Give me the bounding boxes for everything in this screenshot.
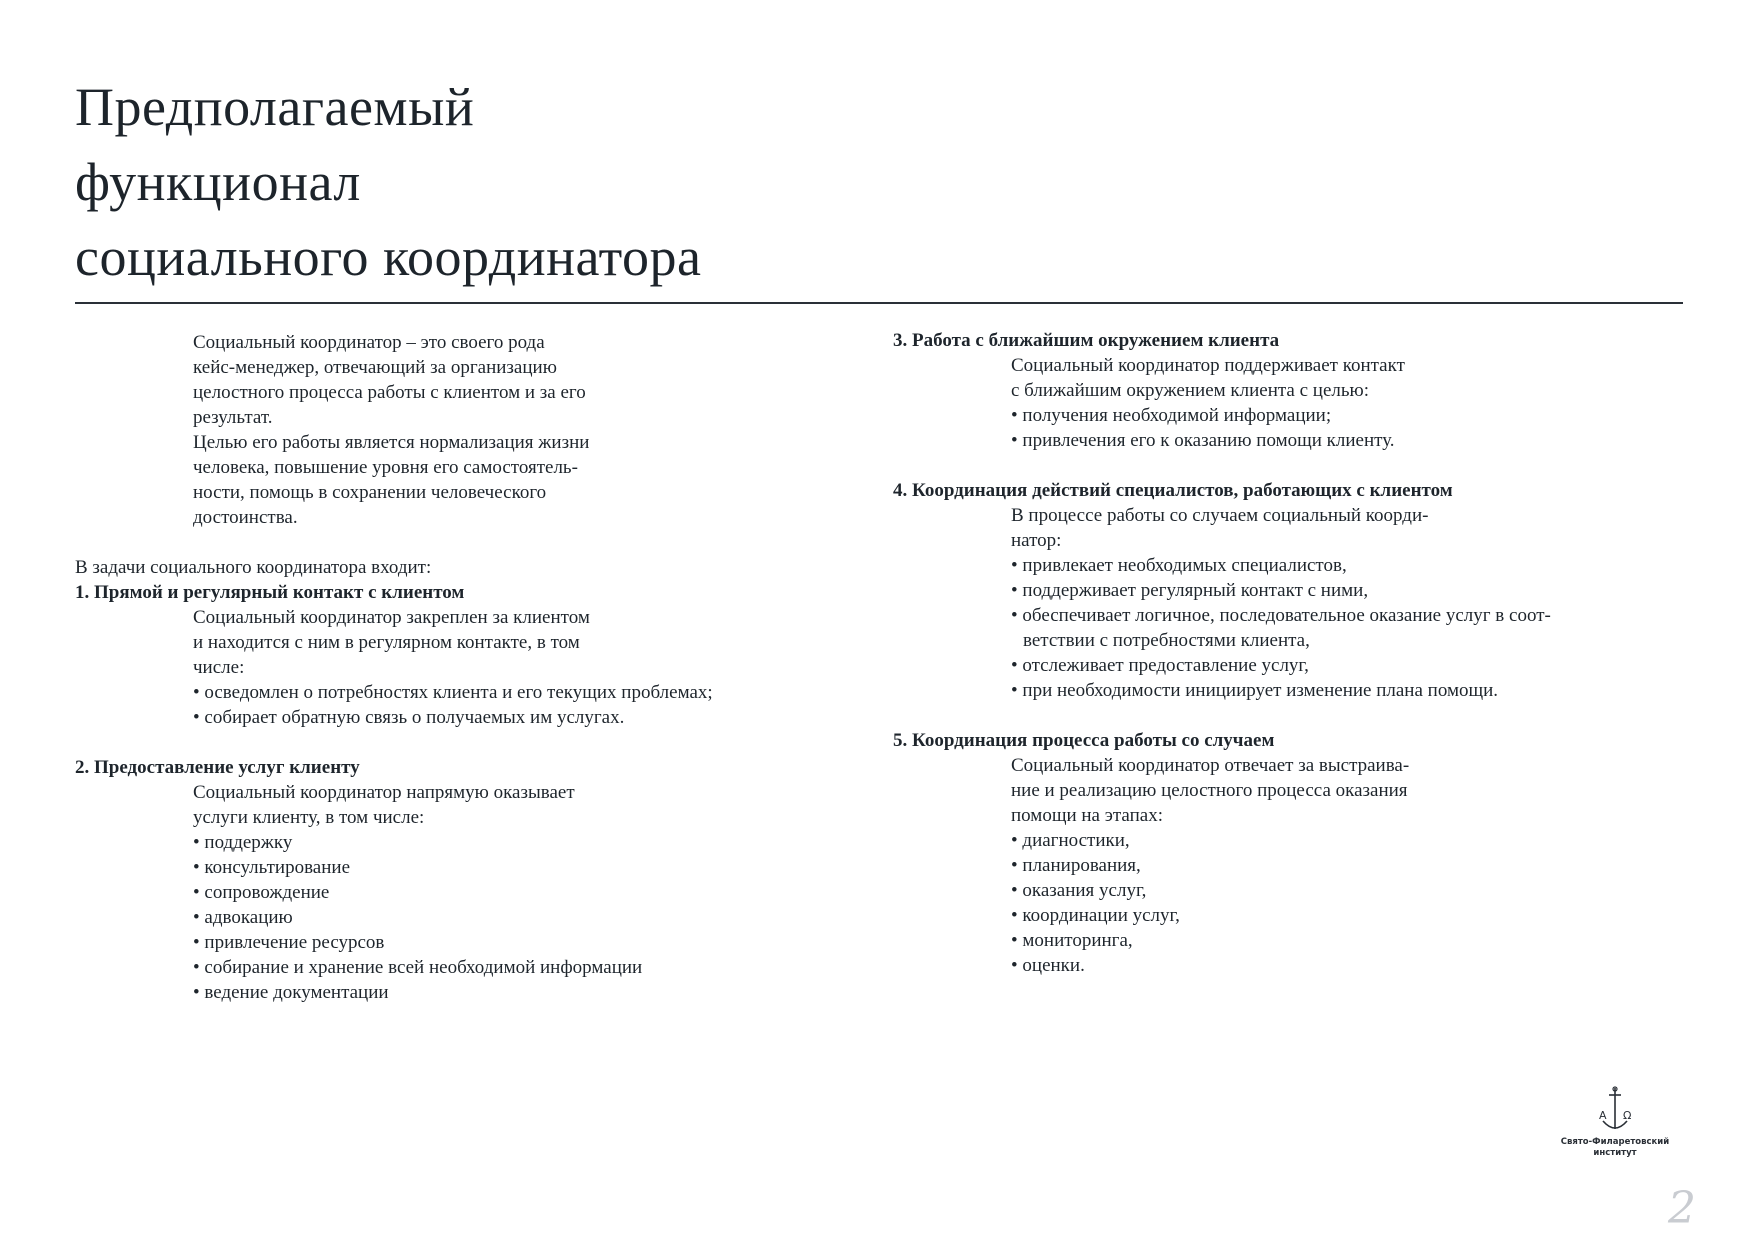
page-title [75, 70, 701, 295]
omega-letter: Ω [1623, 1109, 1632, 1122]
list-item: • координации услуг, [1011, 905, 1180, 926]
list-item: • консультирование [193, 857, 351, 878]
list-item: • ведение документации [193, 982, 389, 1003]
list-item: • обеспечивает логичное, последовательное оказание услуг в соот- [1011, 605, 1551, 626]
section-line: Социальный координатор поддерживает контакт [1011, 355, 1405, 376]
section-heading: 2. Предоставление услуг клиенту [75, 757, 360, 778]
list-item: • поддерживает регулярный контакт с ними, [1011, 580, 1369, 601]
list-item: • привлечение ресурсов [193, 932, 385, 953]
intro-line: Целью его работы является нормализация жизни [193, 432, 590, 453]
title-divider [75, 302, 1683, 304]
title-line-2: функционал [75, 152, 361, 212]
section-1 [75, 580, 855, 730]
section-line: Социальный координатор закреплен за клиентом [193, 607, 590, 628]
list-item: • привлечения его к оказанию помощи клиенту. [1011, 430, 1395, 451]
section-heading: 4. Координация действий специалистов, работающих с клиентом [893, 480, 1453, 501]
section-line: и находится с ним в регулярном контакте, в том [193, 632, 580, 653]
list-item: • привлекает необходимых специалистов, [1011, 555, 1347, 576]
tasks-intro: В задачи социального координатора входит: [75, 557, 432, 578]
logo-line-2: институт [1593, 1148, 1637, 1158]
section-line: ние и реализацию целостного процесса оказания [1011, 780, 1408, 801]
intro-line: результат. [193, 407, 273, 428]
section-line: помощи на этапах: [1011, 805, 1163, 826]
list-item: • мониторинга, [1011, 930, 1133, 951]
section-heading: 1. Прямой и регулярный контакт с клиентом [75, 582, 465, 603]
right-column [893, 328, 1683, 978]
section-4 [893, 478, 1683, 703]
section-heading: 5. Координация процесса работы со случаем [893, 730, 1275, 751]
list-item: • осведомлен о потребностях клиента и его текущих проблемах; [193, 682, 713, 703]
list-item: • диагностики, [1011, 830, 1130, 851]
intro-line: человека, повышение уровня его самостоятель- [193, 457, 578, 478]
list-item: • адвокацию [193, 907, 293, 928]
intro-paragraph [75, 330, 855, 530]
section-line: числе: [193, 657, 245, 678]
anchor-icon [1585, 1085, 1645, 1135]
section-line: Социальный координатор напрямую оказывает [193, 782, 575, 803]
section-3 [893, 328, 1683, 453]
intro-line: достоинства. [193, 507, 298, 528]
title-line-1: Предполагаемый [75, 77, 475, 137]
logo-text [1550, 1137, 1680, 1159]
section-5 [893, 728, 1683, 978]
list-item: • при необходимости инициирует изменение плана помощи. [1011, 680, 1499, 701]
section-2 [75, 755, 855, 1005]
list-item: • отслеживает предоставление услуг, [1011, 655, 1309, 676]
left-column [75, 330, 855, 1005]
title-line-3: социального координатора [75, 227, 702, 287]
section-heading: 3. Работа с ближайшим окружением клиента [893, 330, 1280, 351]
list-item: • поддержку [193, 832, 293, 853]
intro-line: кейс-менеджер, отвечающий за организацию [193, 357, 557, 378]
list-item: • собирает обратную связь о получаемых им услугах. [193, 707, 625, 728]
alpha-letter: А [1599, 1109, 1607, 1122]
list-item: • оказания услуг, [1011, 880, 1147, 901]
list-item: • оценки. [1011, 955, 1085, 976]
list-item: • собирание и хранение всей необходимой информации [193, 957, 643, 978]
section-line: Социальный координатор отвечает за выстраива- [1011, 755, 1410, 776]
page-number: 2 [1668, 1183, 1696, 1234]
section-line: В процессе работы со случаем социальный коорди- [1011, 505, 1429, 526]
logo-line-1: Свято-Филаретовский [1560, 1137, 1670, 1147]
intro-line: Социальный координатор – это своего рода [193, 332, 545, 353]
list-item: • сопровождение [193, 882, 330, 903]
list-item-continuation: ветствии с потребностями клиента, [1023, 630, 1310, 651]
intro-line: ности, помощь в сохранении человеческого [193, 482, 547, 503]
section-line: с ближайшим окружением клиента с целью: [1011, 380, 1370, 401]
section-line: натор: [1011, 530, 1062, 551]
institute-logo [1550, 1085, 1680, 1159]
list-item: • планирования, [1011, 855, 1141, 876]
intro-line: целостного процесса работы с клиентом и за его [193, 382, 586, 403]
list-item: • получения необходимой информации; [1011, 405, 1332, 426]
section-line: услуги клиенту, в том числе: [193, 807, 425, 828]
